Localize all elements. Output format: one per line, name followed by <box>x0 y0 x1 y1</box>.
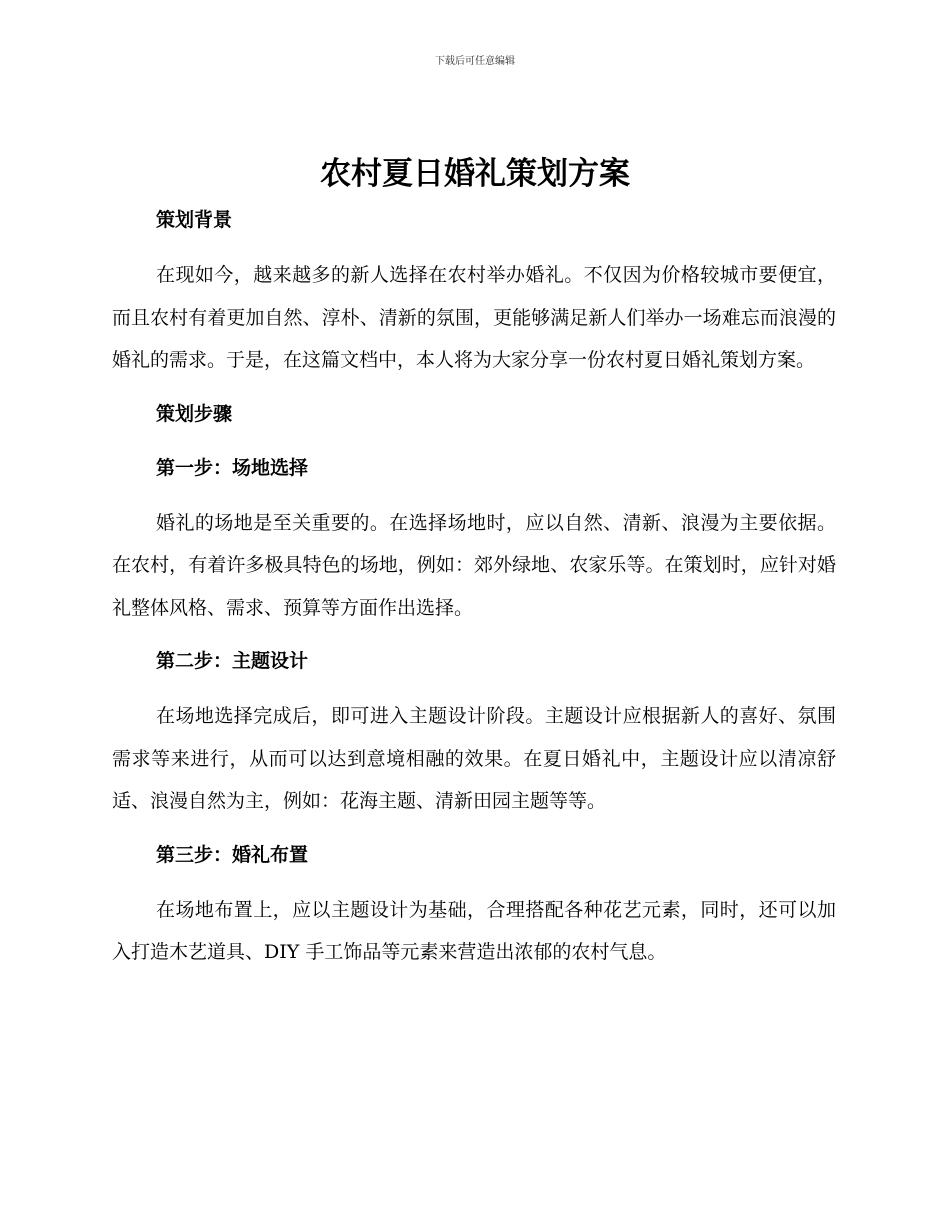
paragraph-step2: 在场地选择完成后，即可进入主题设计阶段。主题设计应根据新人的喜好、氛围需求等来进行，从而可以达到意境相融的效果。在夏日婚礼中，主题设计应以清凉舒适、浪漫自然为主，例如：花海主题、清新田园主题等等。 <box>112 705 836 812</box>
section-heading-step1: 第一步：场地选择 <box>156 456 309 479</box>
section-heading-step2: 第二步：主题设计 <box>156 650 309 672</box>
document-body <box>112 200 836 974</box>
section-heading-background: 策划背景 <box>156 209 233 231</box>
paragraph-step3: 在场地布置上，应以主题设计为基础，合理搭配各种花艺元素，同时，还可以加入打造木艺道具、DIY 手工饰品等元素来营造出浓郁的农村气息。 <box>112 898 836 963</box>
section-heading-step3: 第三步：婚礼布置 <box>156 843 309 866</box>
header-note: 下载后可任意编辑 <box>435 56 515 67</box>
paragraph-background: 在现如今，越来越多的新人选择在农村举办婚礼。不仅因为价格较城市要便宜，而且农村有着更加自然、淳朴、清新的氛围，更能够满足新人们举办一场难忘而浪漫的婚礼的需求。于是，在这篇文档中，本人将为大家分享一份农村夏日婚礼策划方案。 <box>112 264 836 371</box>
document-title: 农村夏日婚礼策划方案 <box>320 156 630 192</box>
section-heading-steps: 策划步骤 <box>156 402 233 425</box>
paragraph-step1: 婚礼的场地是至关重要的。在选择场地时，应以自然、清新、浪漫为主要依据。在农村，有着许多极具特色的场地，例如：郊外绿地、农家乐等。在策划时，应针对婚礼整体风格、需求、预算等方面作出选择。 <box>112 511 836 619</box>
